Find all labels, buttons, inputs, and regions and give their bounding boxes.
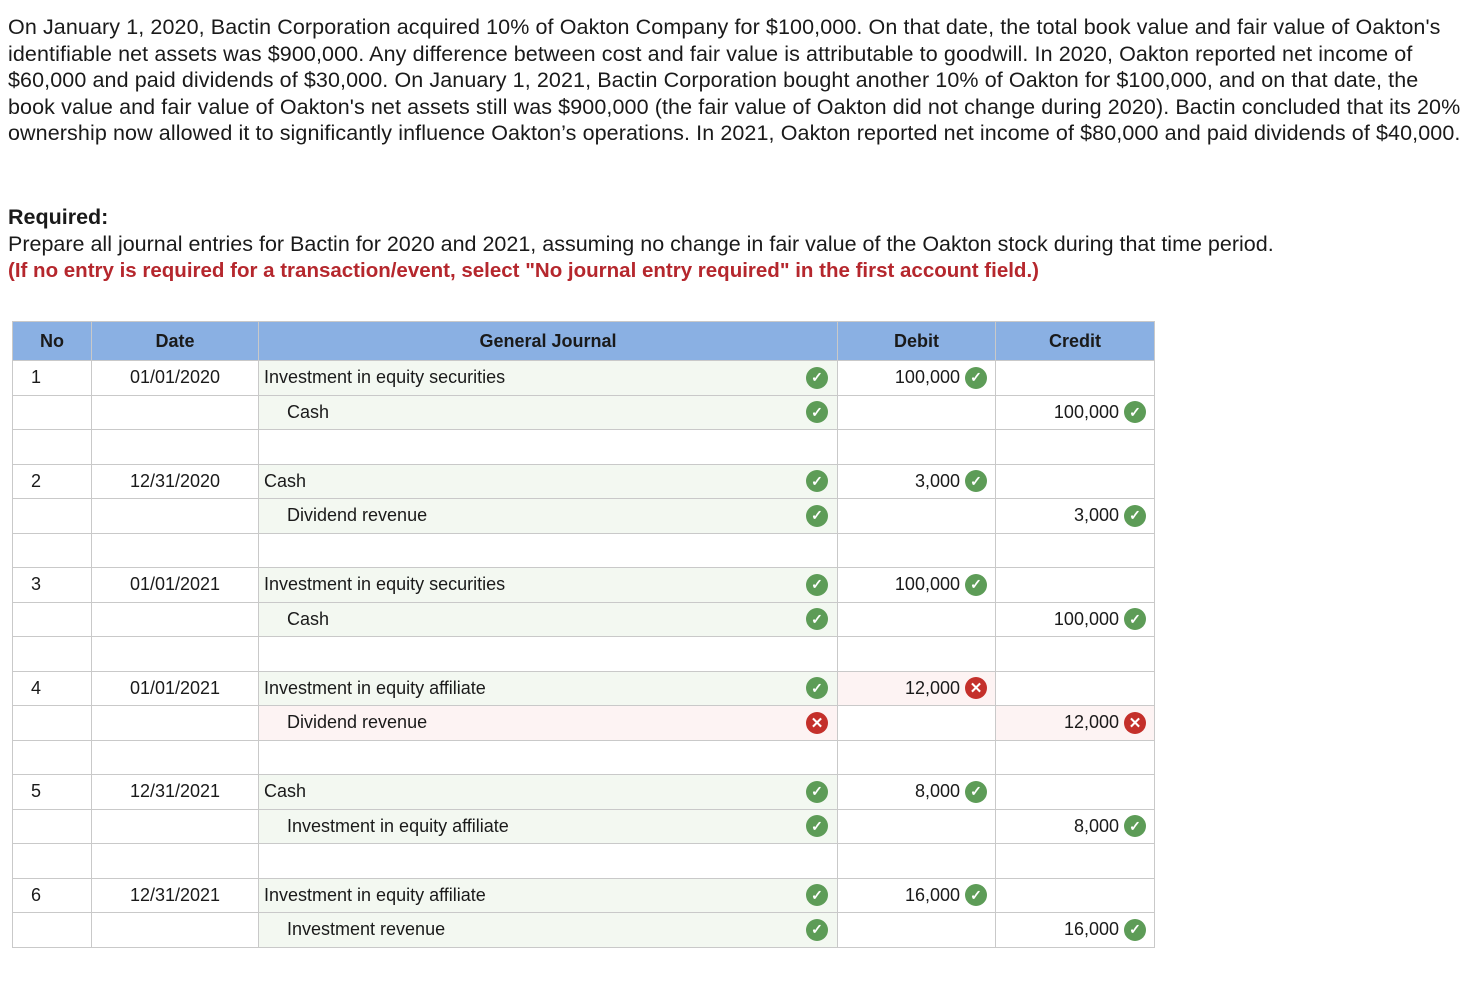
column-header-date: Date <box>92 322 259 361</box>
checkmark-icon: ✓ <box>965 367 987 389</box>
credit-amount-field[interactable] <box>996 568 1155 603</box>
entry-number-cell <box>13 844 92 879</box>
entry-date-cell[interactable] <box>92 844 259 879</box>
checkmark-icon: ✓ <box>806 367 828 389</box>
checkmark-icon: ✓ <box>965 470 987 492</box>
blank-journal-row <box>13 844 1155 879</box>
account-field[interactable] <box>259 464 838 499</box>
journal-entry-table <box>12 321 1155 948</box>
checkmark-icon: ✓ <box>806 919 828 941</box>
debit-amount: 16,000 <box>904 884 960 905</box>
entry-date-cell[interactable] <box>92 913 259 948</box>
checkmark-icon: ✓ <box>1124 401 1146 423</box>
credit-amount-field[interactable] <box>996 395 1155 430</box>
credit-amount: 8,000 <box>1073 815 1119 836</box>
account-field[interactable] <box>259 809 838 844</box>
credit-amount-field[interactable] <box>996 637 1155 672</box>
debit-amount-field[interactable] <box>838 775 996 810</box>
checkmark-icon: ✓ <box>1124 608 1146 630</box>
account-field[interactable] <box>259 637 838 672</box>
account-field[interactable] <box>259 775 838 810</box>
journal-row <box>13 602 1155 637</box>
required-instructions: Prepare all journal entries for Bactin for 2020 and 2021, assuming no change in fair value of the Oakton stock during that time period. <box>8 232 1274 256</box>
debit-amount: 8,000 <box>914 781 960 802</box>
checkmark-icon: ✓ <box>806 884 828 906</box>
account-name: Investment in equity affiliate <box>287 815 509 836</box>
entry-number-cell: 6 <box>13 878 92 913</box>
entry-date-cell[interactable]: 01/01/2020 <box>92 361 259 396</box>
entry-number-cell: 2 <box>13 464 92 499</box>
account-name: Dividend revenue <box>287 505 428 526</box>
entry-number-cell <box>13 395 92 430</box>
column-header-credit: Credit <box>996 322 1155 361</box>
entry-number-cell <box>13 533 92 568</box>
credit-amount-field[interactable] <box>996 430 1155 465</box>
debit-amount: 100,000 <box>894 574 960 595</box>
checkmark-icon: ✓ <box>806 505 828 527</box>
debit-amount-field[interactable] <box>838 499 996 534</box>
account-field[interactable] <box>259 602 838 637</box>
entry-date-cell[interactable] <box>92 430 259 465</box>
debit-amount: 100,000 <box>894 367 960 388</box>
table-header-row <box>13 322 1155 361</box>
journal-row <box>13 706 1155 741</box>
entry-date-cell[interactable] <box>92 740 259 775</box>
checkmark-icon: ✓ <box>1124 919 1146 941</box>
checkmark-icon: ✓ <box>806 781 828 803</box>
credit-amount: 100,000 <box>1053 401 1119 422</box>
account-name: Investment revenue <box>287 919 446 940</box>
account-field[interactable] <box>259 533 838 568</box>
checkmark-icon: ✓ <box>1124 505 1146 527</box>
credit-amount-field[interactable] <box>996 533 1155 568</box>
journal-row <box>13 913 1155 948</box>
debit-amount-field[interactable] <box>838 913 996 948</box>
journal-row <box>13 361 1155 396</box>
credit-amount-field[interactable] <box>996 671 1155 706</box>
account-name: Dividend revenue <box>287 712 428 733</box>
credit-amount: 16,000 <box>1063 919 1119 940</box>
debit-amount: 3,000 <box>914 470 960 491</box>
journal-row <box>13 878 1155 913</box>
checkmark-icon: ✓ <box>806 574 828 596</box>
column-header-debit: Debit <box>838 322 996 361</box>
entry-number-cell <box>13 430 92 465</box>
account-field[interactable] <box>259 878 838 913</box>
entry-date-cell[interactable]: 01/01/2021 <box>92 568 259 603</box>
account-field[interactable] <box>259 913 838 948</box>
entry-date-cell[interactable] <box>92 809 259 844</box>
debit-amount-field[interactable] <box>838 671 996 706</box>
entry-date-cell[interactable] <box>92 499 259 534</box>
blank-journal-row <box>13 430 1155 465</box>
blank-journal-row <box>13 637 1155 672</box>
account-field[interactable] <box>259 844 838 879</box>
x-icon: ✕ <box>806 712 828 734</box>
credit-amount: 100,000 <box>1053 608 1119 629</box>
credit-amount: 12,000 <box>1063 712 1119 733</box>
checkmark-icon: ✓ <box>965 884 987 906</box>
journal-row <box>13 395 1155 430</box>
checkmark-icon: ✓ <box>806 815 828 837</box>
account-name: Cash <box>287 401 330 422</box>
entry-number-cell <box>13 809 92 844</box>
journal-body <box>13 361 1155 948</box>
x-icon: ✕ <box>965 677 987 699</box>
problem-statement: On January 1, 2020, Bactin Corporation acquired 10% of Oakton Company for $100,000. On that date, the total book value and fair value of Oakton's identifiable net assets was $900,000. Any difference between cost and fair value is attributable to goodwill. In 2020, Oakton reported net income of $60,000 and paid dividends of $30,000. On January 1, 2021, Bactin Corporation bought another 10% of Oakton for $100,000, and on that date, the book value and fair value of Oakton's net assets still was $900,000 (the fair value of Oakton did not change during 2020). Bactin concluded that its 20% ownership now allowed it to significantly influence Oakton’s operations. In 2021, Oakton reported net income of $80,000 and paid dividends of $40,000. <box>8 15 1461 146</box>
checkmark-icon: ✓ <box>806 677 828 699</box>
entry-date-cell[interactable] <box>92 602 259 637</box>
account-field[interactable] <box>259 395 838 430</box>
account-name: Investment in equity affiliate <box>264 677 486 698</box>
journal-row <box>13 499 1155 534</box>
credit-amount-field[interactable] <box>996 361 1155 396</box>
account-field[interactable] <box>259 740 838 775</box>
credit-amount-field[interactable] <box>996 913 1155 948</box>
entry-number-cell: 4 <box>13 671 92 706</box>
credit-amount-field[interactable] <box>996 706 1155 741</box>
entry-date-cell[interactable]: 12/31/2021 <box>92 775 259 810</box>
debit-amount-field[interactable] <box>838 637 996 672</box>
entry-number-cell <box>13 740 92 775</box>
account-name: Investment in equity affiliate <box>264 884 486 905</box>
checkmark-icon: ✓ <box>965 574 987 596</box>
column-header-no: No <box>13 322 92 361</box>
debit-amount: 12,000 <box>904 677 960 698</box>
journal-row <box>13 671 1155 706</box>
required-heading: Required: <box>8 205 109 229</box>
journal-row <box>13 568 1155 603</box>
checkmark-icon: ✓ <box>1124 815 1146 837</box>
checkmark-icon: ✓ <box>965 781 987 803</box>
checkmark-icon: ✓ <box>806 608 828 630</box>
journal-row <box>13 464 1155 499</box>
entry-number-cell <box>13 499 92 534</box>
checkmark-icon: ✓ <box>806 470 828 492</box>
debit-amount-field[interactable] <box>838 568 996 603</box>
credit-amount-field[interactable] <box>996 844 1155 879</box>
blank-journal-row <box>13 740 1155 775</box>
credit-amount-field[interactable] <box>996 740 1155 775</box>
no-entry-instruction: (If no entry is required for a transaction/event, select "No journal entry required" in the first account field.) <box>8 259 1039 282</box>
journal-row <box>13 809 1155 844</box>
debit-amount-field[interactable] <box>838 844 996 879</box>
entry-date-cell[interactable] <box>92 706 259 741</box>
credit-amount: 3,000 <box>1073 505 1119 526</box>
checkmark-icon: ✓ <box>806 401 828 423</box>
account-field[interactable] <box>259 568 838 603</box>
account-name: Cash <box>264 470 307 491</box>
debit-amount-field[interactable] <box>838 395 996 430</box>
debit-amount-field[interactable] <box>838 430 996 465</box>
debit-amount-field[interactable] <box>838 533 996 568</box>
entry-date-cell[interactable] <box>92 533 259 568</box>
debit-amount-field[interactable] <box>838 809 996 844</box>
account-field[interactable] <box>259 671 838 706</box>
debit-amount-field[interactable] <box>838 361 996 396</box>
account-field[interactable] <box>259 706 838 741</box>
credit-amount-field[interactable] <box>996 809 1155 844</box>
x-icon: ✕ <box>1124 712 1146 734</box>
credit-amount-field[interactable] <box>996 878 1155 913</box>
journal-row <box>13 775 1155 810</box>
column-header-general-journal: General Journal <box>259 322 838 361</box>
entry-date-cell[interactable] <box>92 637 259 672</box>
entry-date-cell[interactable] <box>92 395 259 430</box>
account-name: Cash <box>287 608 330 629</box>
blank-journal-row <box>13 533 1155 568</box>
entry-number-cell: 3 <box>13 568 92 603</box>
account-name: Cash <box>264 781 307 802</box>
debit-amount-field[interactable] <box>838 878 996 913</box>
credit-amount-field[interactable] <box>996 499 1155 534</box>
entry-number-cell <box>13 637 92 672</box>
debit-amount-field[interactable] <box>838 464 996 499</box>
entry-number-cell <box>13 706 92 741</box>
account-field[interactable] <box>259 430 838 465</box>
debit-amount-field[interactable] <box>838 740 996 775</box>
debit-amount-field[interactable] <box>838 706 996 741</box>
account-field[interactable] <box>259 361 838 396</box>
entry-number-cell: 1 <box>13 361 92 396</box>
debit-amount-field[interactable] <box>838 602 996 637</box>
account-name: Investment in equity securities <box>264 367 506 388</box>
entry-date-cell[interactable]: 12/31/2020 <box>92 464 259 499</box>
account-name: Investment in equity securities <box>264 574 506 595</box>
credit-amount-field[interactable] <box>996 464 1155 499</box>
entry-number-cell: 5 <box>13 775 92 810</box>
entry-number-cell <box>13 602 92 637</box>
credit-amount-field[interactable] <box>996 775 1155 810</box>
entry-number-cell <box>13 913 92 948</box>
account-field[interactable] <box>259 499 838 534</box>
entry-date-cell[interactable]: 01/01/2021 <box>92 671 259 706</box>
credit-amount-field[interactable] <box>996 602 1155 637</box>
entry-date-cell[interactable]: 12/31/2021 <box>92 878 259 913</box>
